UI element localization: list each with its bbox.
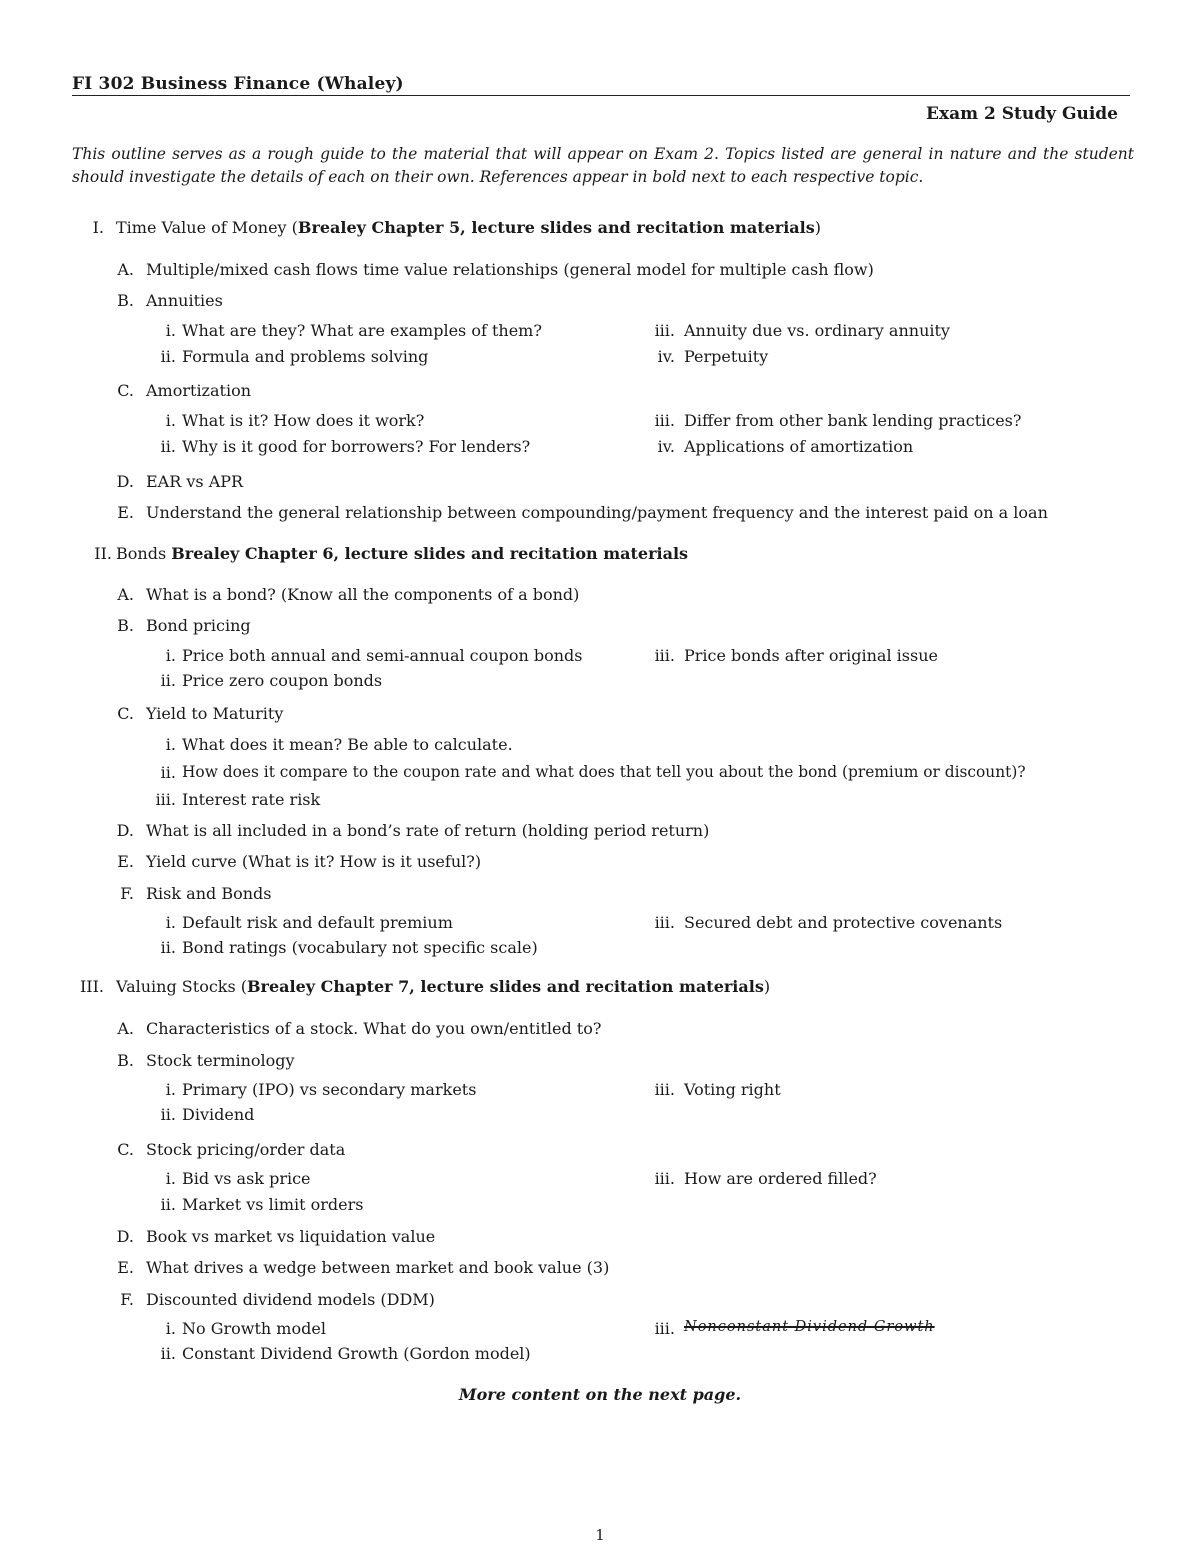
sub-item-text: Price both annual and semi-annual coupon bonds	[182, 646, 583, 665]
sub-item-numeral: i.	[165, 1319, 176, 1338]
sub-item-text: Default risk and default premium	[182, 913, 453, 932]
section-title: Bonds Brealey Chapter 6, lecture slides and recitation materials	[116, 544, 689, 563]
sub-item-text: Price bonds after original issue	[684, 646, 938, 665]
item-text: What is a bond? (Know all the components of a bond)	[146, 585, 580, 604]
sub-item-numeral: i.	[165, 1080, 176, 1099]
intro-paragraph: This outline serves as a rough guide to the material that will appear on Exam 2. Topics listed are general in nature and the student should investigate the details of each on their own. References appear in bold next to each respective topic.	[72, 145, 1134, 186]
item-label: E.	[117, 503, 134, 522]
sub-item-text: Interest rate risk	[182, 790, 321, 809]
sub-item-text: What is it? How does it work?	[182, 411, 425, 430]
sub-item-numeral: ii.	[160, 763, 176, 782]
item-label: A.	[117, 260, 134, 279]
item-label: D.	[116, 472, 134, 491]
item-label: B.	[117, 616, 134, 635]
sub-item-numeral: iii.	[654, 1080, 675, 1099]
item-label: B.	[117, 1051, 134, 1070]
sub-item-text: Price zero coupon bonds	[182, 671, 383, 690]
section-title: Time Value of Money (Brealey Chapter 5, lecture slides and recitation materials)	[116, 218, 821, 237]
item-text: EAR vs APR	[146, 472, 244, 491]
sub-item-numeral: i.	[165, 646, 176, 665]
item-text: Risk and Bonds	[146, 884, 272, 903]
sub-item-numeral: ii.	[160, 347, 176, 366]
item-label: C.	[117, 1140, 134, 1159]
item-text: Amortization	[146, 381, 252, 400]
item-text: Discounted dividend models (DDM)	[146, 1290, 435, 1309]
sub-item-numeral: iii.	[654, 321, 675, 340]
struck-sub-item-text: Nonconstant Dividend Growth	[684, 1319, 935, 1335]
sub-item-text: Secured debt and protective covenants	[684, 913, 1003, 932]
sub-item-text: Formula and problems solving	[182, 347, 429, 366]
sub-item-text: Perpetuity	[684, 347, 769, 366]
item-label: A.	[117, 585, 134, 604]
sub-item-text: How does it compare to the coupon rate and what does that tell you about the bond (premium or discount)?	[182, 763, 1026, 781]
sub-item-numeral: i.	[165, 913, 176, 932]
section-reference: Brealey Chapter 5, lecture slides and recitation materials	[297, 218, 815, 237]
sub-item-numeral: ii.	[160, 437, 176, 456]
item-label: D.	[116, 821, 134, 840]
item-text: What drives a wedge between market and book value (3)	[146, 1258, 610, 1277]
sub-item-numeral: ii.	[160, 1105, 176, 1124]
item-text: Yield to Maturity	[146, 704, 284, 723]
item-text: Stock pricing/order data	[146, 1140, 346, 1159]
section-number: I.	[92, 218, 104, 237]
sub-item-numeral: ii.	[160, 1195, 176, 1214]
item-text: Book vs market vs liquidation value	[146, 1227, 436, 1246]
section-title: Valuing Stocks (Brealey Chapter 7, lecture slides and recitation materials)	[116, 977, 771, 996]
item-label: D.	[116, 1227, 134, 1246]
sub-item-numeral: iii.	[654, 1319, 675, 1338]
sub-item-numeral: iii.	[654, 646, 675, 665]
course-title: FI 302 Business Finance (Whaley)	[72, 74, 404, 94]
sub-item-numeral: i.	[165, 735, 176, 754]
sub-item-numeral: i.	[165, 1169, 176, 1188]
continuation-note: More content on the next page.	[458, 1385, 742, 1404]
item-label: A.	[117, 1019, 134, 1038]
sub-item-text: Primary (IPO) vs secondary markets	[182, 1080, 477, 1099]
sub-item-numeral: ii.	[160, 938, 176, 957]
sub-item-text: Market vs limit orders	[182, 1195, 364, 1214]
section-reference: Brealey Chapter 6, lecture slides and recitation materials	[171, 544, 689, 563]
sub-item-text: No Growth model	[182, 1319, 326, 1338]
sub-item-numeral: iii.	[654, 411, 675, 430]
sub-item-text: Dividend	[182, 1105, 255, 1124]
sub-item-numeral: iii.	[654, 1169, 675, 1188]
sub-item-text: Bond ratings (vocabulary not specific scale)	[182, 938, 538, 957]
sub-item-text: What are they? What are examples of them?	[182, 321, 542, 340]
sub-item-text: How are ordered filled?	[684, 1169, 877, 1188]
item-label: C.	[117, 381, 134, 400]
sub-item-numeral: iv.	[657, 437, 675, 456]
sub-item-numeral: i.	[165, 321, 176, 340]
item-label: E.	[117, 852, 134, 871]
section-number: III.	[79, 977, 104, 996]
sub-item-numeral: iv.	[657, 347, 675, 366]
sub-item-text: Why is it good for borrowers? For lenders?	[182, 437, 531, 456]
item-text: Understand the general relationship between compounding/payment frequency and the interest paid on a loan	[146, 503, 1048, 522]
sub-item-numeral: i.	[165, 411, 176, 430]
item-label: F.	[120, 1290, 134, 1309]
item-label: F.	[120, 884, 134, 903]
sub-item-numeral: ii.	[160, 1344, 176, 1363]
sub-item-text: Annuity due vs. ordinary annuity	[684, 321, 950, 340]
sub-item-text: Voting right	[684, 1080, 781, 1099]
item-label: B.	[117, 291, 134, 310]
section-reference: Brealey Chapter 7, lecture slides and recitation materials	[247, 977, 764, 996]
sub-item-numeral: iii.	[155, 790, 176, 809]
item-text: What is all included in a bond’s rate of return (holding period return)	[146, 821, 710, 840]
item-text: Characteristics of a stock. What do you own/entitled to?	[146, 1019, 602, 1038]
item-label: C.	[117, 704, 134, 723]
item-text: Annuities	[146, 291, 223, 310]
document-subtitle: Exam 2 Study Guide	[926, 104, 1118, 124]
item-text: Multiple/mixed cash flows time value relationships (general model for multiple cash flow)	[146, 260, 874, 279]
sub-item-numeral: ii.	[160, 671, 176, 690]
item-text: Stock terminology	[146, 1051, 295, 1070]
page-number: 1	[595, 1526, 605, 1544]
sub-item-text: Differ from other bank lending practices?	[684, 411, 1022, 430]
sub-item-text: Constant Dividend Growth (Gordon model)	[182, 1344, 531, 1363]
item-text: Yield curve (What is it? How is it useful?)	[146, 852, 482, 871]
item-label: E.	[117, 1258, 134, 1277]
sub-item-text: Bid vs ask price	[182, 1169, 311, 1188]
section-number: II.	[94, 544, 112, 563]
header-divider	[72, 95, 1130, 96]
sub-item-text: Applications of amortization	[684, 437, 914, 456]
sub-item-text: What does it mean? Be able to calculate.	[182, 735, 513, 754]
item-text: Bond pricing	[146, 616, 251, 635]
sub-item-numeral: iii.	[654, 913, 675, 932]
